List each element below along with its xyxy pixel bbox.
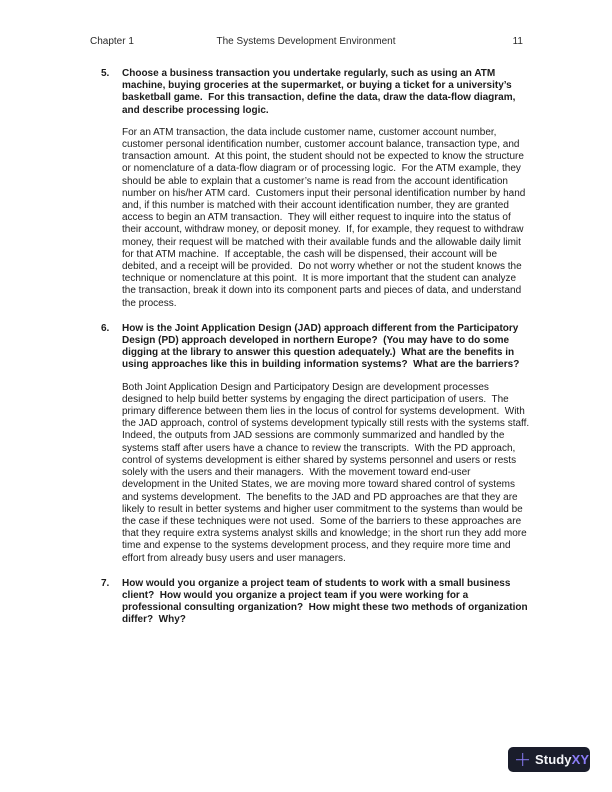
answer-text: Both Joint Application Design and Participatory Design are development processes designed to help build better systems by engaging the direct participation of users. The primary difference between them lies in the locus of control for systems development. With the JAD approach, control of systems development typically still rests with the systems staff. Indeed, the outputs from JAD sessions are commonly summarized and handled by the systems staff after users have a chance to review the transcripts. With the PD approach, control of systems development is either shared by systems personnel and users or rests solely with the users and their managers. With the movement toward end-user development in the United States, we are moving more toward shared control of systems and systems development. The benefits to the JAD and PD approaches are that they are likely to result in better systems and higher user commitment to the systems than would be the case if these techniques were not used. Some of the barriers to these approaches are that they require extra systems analyst skills and knowledge; in the short run they add more time and expense to the systems development process, and they require more time and effort from already busy users and user managers. xyxy=(122,381,535,564)
header-document-title: The Systems Development Environment xyxy=(216,36,396,47)
question-text: How would you organize a project team of students to work with a small business client? How would you organize a project team if you were working for a professional consulting organization? How might these two methods of organization differ? Why? xyxy=(122,577,531,626)
header-page-number: 11 xyxy=(512,36,523,47)
question-number: 5. xyxy=(101,68,110,79)
question-number: 6. xyxy=(101,322,110,334)
question-text: How is the Joint Application Design (JAD) approach different from the Participatory Design (PD) approach developed in northern Europe? (You may have to do some digging at the library to answer this question adequately.) What are the benefits in using approaches like this in building information systems? What are the barriers? xyxy=(122,322,522,371)
question-section-7 xyxy=(101,578,530,627)
header-chapter-label: Chapter 1 xyxy=(90,36,134,47)
studyxy-logo-badge[interactable] xyxy=(508,747,590,772)
brand-prefix: Study xyxy=(535,752,572,767)
page-header xyxy=(0,36,612,50)
brand-wordmark xyxy=(535,752,589,767)
answer-text: For an ATM transaction, the data include customer name, customer account number, customer personal identification number, customer account balance, transaction type, and transaction amount. At this point, the student should not be expected to know the structure or nomenclature of a data-flow diagram or of processing logic. For the ATM example, they should be able to explain that a customer’s name is read from the account identification number on his/her ATM card. Customers input their personal identification number by hand and, if this number is matched with their account identification number, they are granted access to begin an ATM transaction. They will either request to inquire into the status of their account, withdraw money, or deposit money. If, for example, they request to withdraw money, their request will be matched with their available funds and the allowable daily limit for that ATM machine. If acceptable, the cash will be dispensed, their account will be debited, and a receipt will be provided. Do not worry whether or not the student knows the technique or nomenclature at this point. It is more important that the student can analyze the transaction, break it down into its component parts and pieces of data, and understand the process. xyxy=(122,126,529,309)
question-number: 7. xyxy=(101,577,110,589)
plus-icon xyxy=(516,753,529,766)
document-body xyxy=(101,68,535,640)
question-section-5 xyxy=(101,68,530,310)
question-section-6 xyxy=(101,322,535,565)
question-text: Choose a business transaction you undertake regularly, such as using an ATM machine, buying groceries at the supermarket, or buying a ticket for a university’s basketball game. For this transaction, define the data, draw the data-flow diagram, and describe processing logic. xyxy=(122,68,519,116)
brand-suffix: XY xyxy=(571,752,590,767)
